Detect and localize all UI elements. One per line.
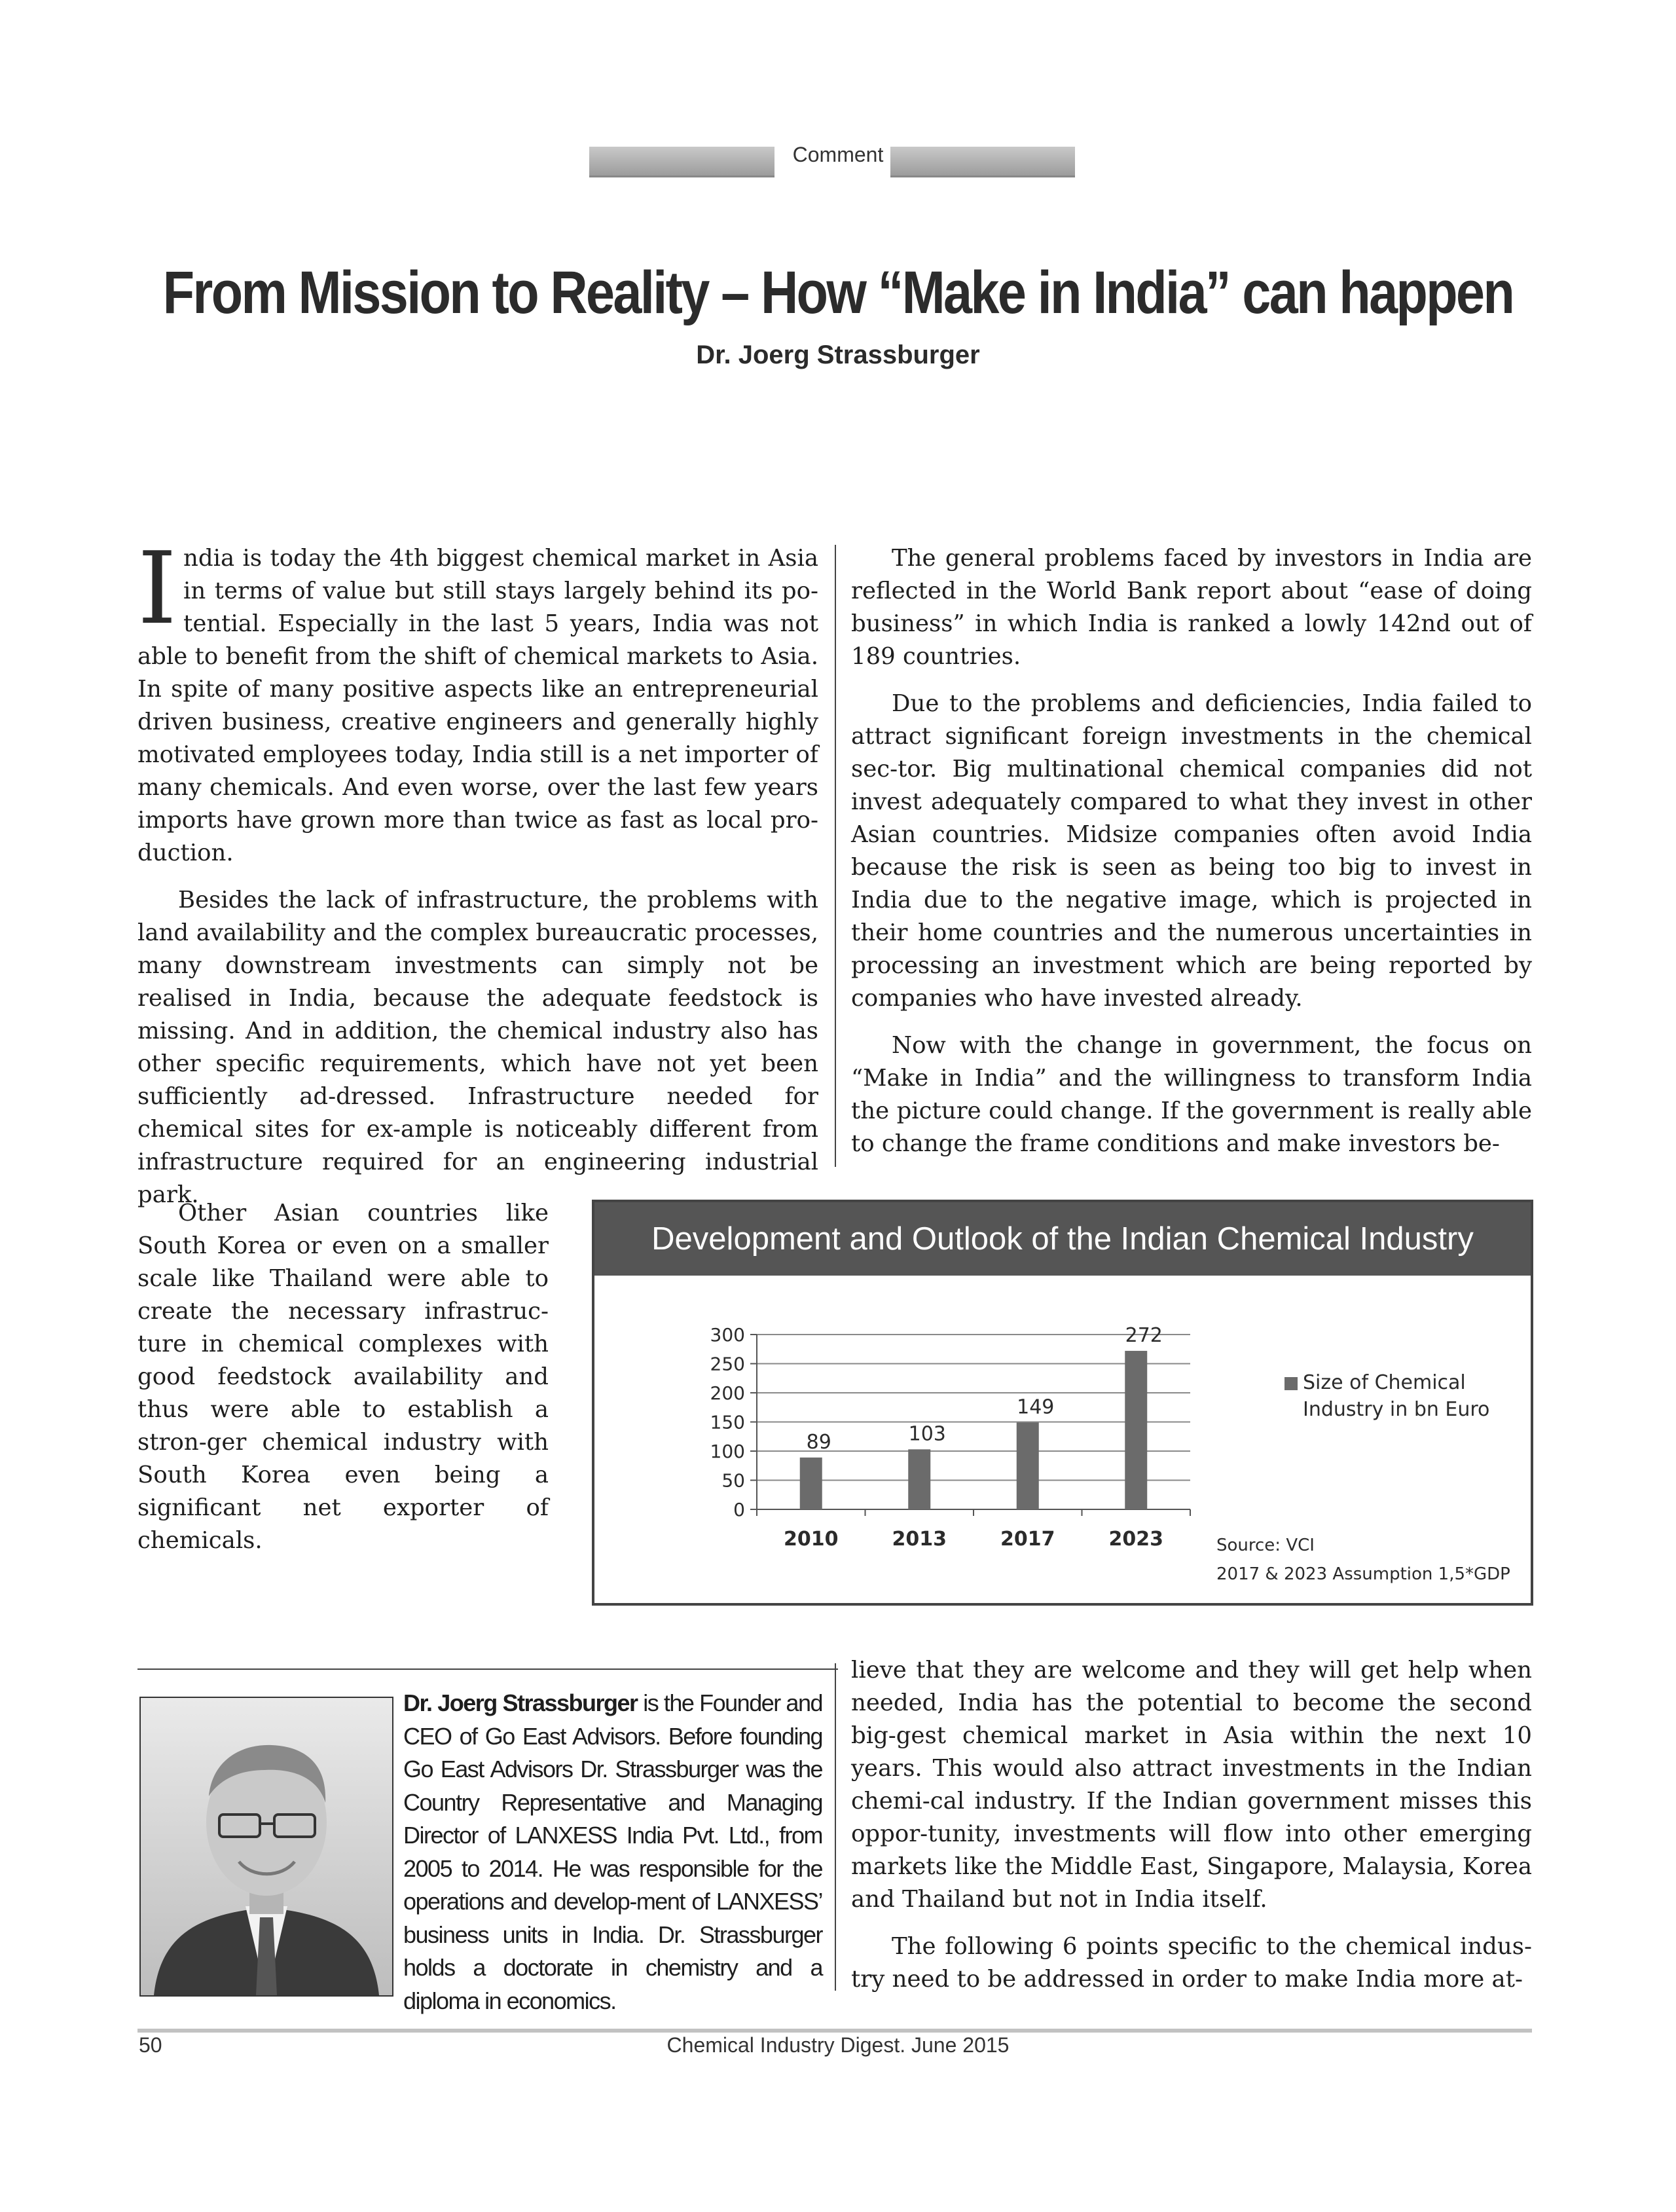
chart-source: Source: VCI bbox=[1216, 1536, 1315, 1555]
data-label: 149 bbox=[1017, 1395, 1055, 1419]
x-tick-label: 2023 bbox=[1108, 1528, 1163, 1551]
legend-line-2: Industry in bn Euro bbox=[1303, 1398, 1490, 1421]
data-label: 89 bbox=[806, 1430, 831, 1454]
y-tick-label: 200 bbox=[710, 1382, 745, 1404]
paragraph bbox=[137, 530, 818, 870]
paragraph: The following 6 points specific to the chemical indus-try need to be addressed in order to make India more at- bbox=[851, 1933, 1532, 1993]
bar-chart bbox=[594, 1276, 1531, 1603]
paragraph: lieve that they are welcome and they will get help when needed, India has the potential to become the second big-gest chemical market in Asia within the next 10 years. This would also attract investments in the Indian chemi-cal industry. If the Indian government misses this oppor-tunity, investments will flow into other emerging markets like the Middle East, Singapore, Malaysia, Korea and Thailand but not in India itself. bbox=[851, 1657, 1532, 1913]
section-bar-right bbox=[890, 147, 1075, 177]
chart-note: 2017 & 2023 Assumption 1,5*GDP bbox=[1216, 1564, 1510, 1584]
x-tick-label: 2017 bbox=[1000, 1528, 1055, 1551]
publication-info: Chemical Industry Digest. June 2015 bbox=[666, 2033, 1010, 2057]
bar-2010 bbox=[800, 1458, 822, 1509]
section-label: Comment bbox=[792, 143, 884, 166]
bio-text: is the Founder and CEO of Go East Advisors. Before founding Go East Advisors Dr. Strassburger was the Country Representative and Managing Director of LANXESS India Pvt. Ltd., from 2005 to 2014. He was responsible for the operations and develop-ment of LANXESS’ business units in India. Dr. Strassburger holds a doctorate in chemistry and a diploma in economics. bbox=[403, 1689, 822, 2014]
drop-cap: I bbox=[137, 530, 177, 646]
x-tick-label: 2013 bbox=[892, 1528, 947, 1551]
author-bio bbox=[403, 1687, 822, 2018]
paragraph-text: ndia is today the 4th biggest chemical market in Asia in terms of value but still stays largely behind its po-tential. Especially in the last 5 years, India was not able to benefit from the shift of chemical markets to Asia. In spite of many positive aspects like an entrepreneurial driven business, creative engineers and generally highly motivated employees today, India still is a net importer of many chemicals. And even worse, over the last few years imports have grown more than twice as fast as local pro-duction. bbox=[137, 545, 818, 866]
page-number: 50 bbox=[139, 2033, 162, 2057]
left-column bbox=[137, 530, 818, 1226]
paragraph: Other Asian countries like South Korea or even on a smaller scale like Thailand were able to create the necessary infrastruc-ture in chemical complexes with good feedstock availability and thus were able to establish a stron-ger chemical industry with South Korea even being a significant net exporter of chemicals. bbox=[137, 1200, 549, 1554]
footer-rule bbox=[137, 2029, 1532, 2033]
data-label: 272 bbox=[1125, 1323, 1163, 1347]
paragraph: The general problems faced by investors in India are reflected in the World Bank report about “ease of doing business” in which India is ranked a lowly 142nd out of 189 countries. bbox=[851, 545, 1532, 670]
bar-2017 bbox=[1017, 1422, 1039, 1509]
y-tick-label: 250 bbox=[710, 1353, 745, 1375]
article-author: Dr. Joerg Strassburger bbox=[696, 341, 980, 369]
bar-2013 bbox=[908, 1449, 930, 1509]
bar-2023 bbox=[1125, 1351, 1147, 1509]
y-tick-label: 0 bbox=[733, 1499, 745, 1521]
chart-title: Development and Outlook of the Indian Chemical Industry bbox=[651, 1221, 1474, 1257]
column-divider bbox=[835, 1663, 836, 1991]
legend-swatch bbox=[1284, 1377, 1298, 1390]
bio-divider bbox=[137, 1668, 838, 1670]
section-bar-left bbox=[589, 147, 774, 177]
y-tick-label: 300 bbox=[710, 1324, 745, 1346]
portrait-image bbox=[141, 1698, 392, 1995]
chart-figure bbox=[592, 1200, 1533, 1606]
paragraph: Due to the problems and deficiencies, India failed to attract significant foreign investments in the chemical sec-tor. Big multinational chemical companies did not invest adequately compared to what they invest in other Asian countries. Midsize companies often avoid India because the risk is seen as being too big to invest in India due to the negative image, which is projected in their home countries and the numerous uncertainties in processing an investment which are being reported by companies who have invested already. bbox=[851, 690, 1532, 1012]
right-column bbox=[851, 542, 1532, 1175]
author-photo bbox=[139, 1697, 393, 1997]
data-label: 103 bbox=[908, 1422, 946, 1446]
paragraph: Now with the change in government, the focus on “Make in India” and the willingness to transform India the picture could change. If the government is really able to change the frame conditions and make investors be- bbox=[851, 1032, 1532, 1157]
legend-line-1: Size of Chemical bbox=[1303, 1371, 1466, 1394]
paragraph: Besides the lack of infrastructure, the problems with land availability and the complex bureaucratic processes, many downstream investments can simply not be realised in India, because the adequate feedstock is missing. And in addition, the chemical industry also has other specific requirements, which have not yet been sufficiently ad-dressed. Infrastructure needed for chemical sites for ex-ample is noticeably different from infrastructure required for an engineering industrial park. bbox=[137, 887, 818, 1208]
left-column-narrow bbox=[137, 1197, 549, 1572]
y-tick-label: 50 bbox=[721, 1469, 745, 1492]
bio-name: Dr. Joerg Strassburger bbox=[403, 1689, 638, 1716]
column-divider bbox=[835, 545, 836, 1167]
x-tick-label: 2010 bbox=[784, 1528, 839, 1551]
right-column-continued bbox=[851, 1654, 1532, 2010]
y-tick-label: 150 bbox=[710, 1411, 745, 1433]
y-tick-label: 100 bbox=[710, 1441, 745, 1462]
article-title: From Mission to Reality – How “Make in India” can happen bbox=[162, 259, 1514, 326]
